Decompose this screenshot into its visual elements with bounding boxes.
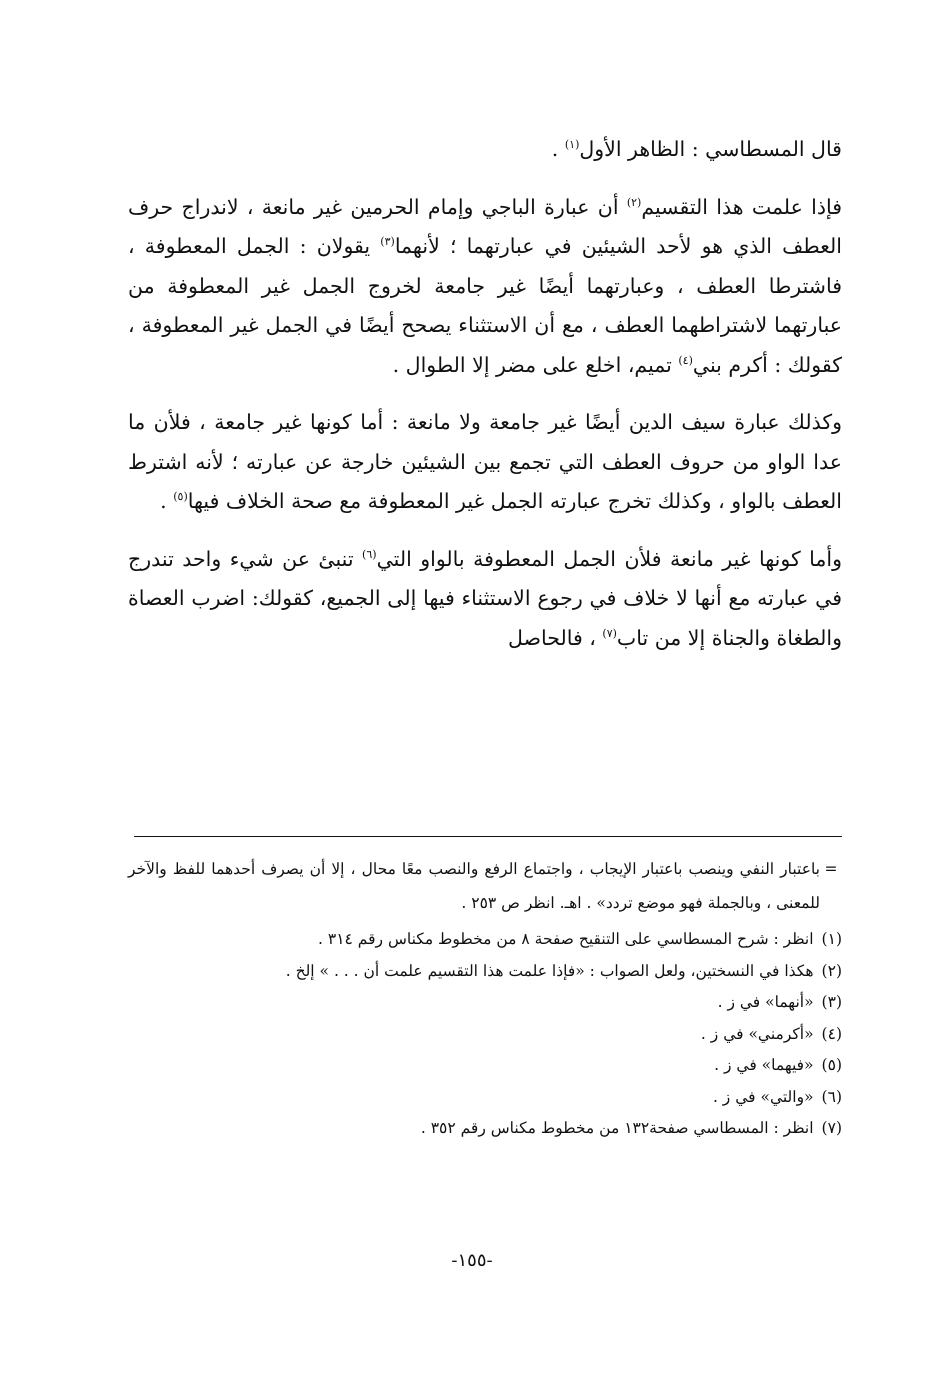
footnote-number: (٥) (821, 1056, 842, 1074)
footnote (128, 956, 842, 988)
paragraph-text: وكذلك عبارة سيف الدين أيضًا غير جامعة ولا مانعة : أما كونها غير جامعة ، فلأن ما عدا الواو من حروف العطف التي تجمع بين الشيئين خارجة عن عبارته ؛ لأنه اشترط العطف بالواو ، وكذلك تخرج عبارته الجمل غير المعطوفة مع صحة الخلاف فيها (128, 410, 842, 513)
main-text (128, 130, 842, 658)
paragraph-text: قال المسطاسي : الظاهر الأول (579, 137, 842, 161)
footnote-text: انظر : المسطاسي صفحة١٣٢ من مخطوط مكناس رقم ٣٥٢ . (420, 1119, 814, 1137)
footnote-ref: (٧) (602, 626, 617, 640)
footnote (128, 987, 842, 1019)
footnote (128, 924, 842, 956)
footnote-text: «والتي» في ز . (712, 1087, 814, 1106)
paragraph-text: . (551, 137, 565, 161)
footnote-ref: (٦) (362, 547, 377, 561)
paragraph-text: ، فالحاصل (508, 625, 603, 650)
paragraph-text: تميم، اخلع على مضر إلا الطوال . (392, 352, 679, 377)
footnote-number: (٤) (821, 1024, 842, 1043)
footnote-text: «فيهما» في ز . (714, 1056, 814, 1074)
footnote-ref: (١) (564, 138, 580, 152)
paragraph-text: وأما كونها غير مانعة فلأن الجمل المعطوفة بالواو التي (376, 546, 842, 571)
footnote (128, 1113, 842, 1145)
footnote-number: (٢) (821, 961, 842, 980)
footnote-number: (٧) (821, 1119, 842, 1137)
footnote-number: (٣) (821, 993, 842, 1011)
page-number: -١٥٥- (451, 1250, 493, 1271)
paragraph-text: . (160, 489, 174, 513)
paragraph (128, 130, 842, 170)
paragraph-text: فإذا علمت هذا التقسيم (641, 194, 842, 219)
footnote-number: (٦) (821, 1087, 842, 1106)
paragraph-text: تنبئ عن شيء واحد تندرج في عبارته مع أنها لا خلاف في رجوع الاستثناء فيها إلى الجميع، كقولك: اضرب العصاة والطغاة والجناة إلا من تاب (128, 546, 842, 650)
footnotes (128, 852, 842, 1145)
footnote-text: انظر : شرح المسطاسي على التنقيح صفحة ٨ من مخطوط مكناس رقم ٣١٤ . (318, 930, 814, 948)
footnote (128, 1082, 842, 1114)
paragraph (128, 403, 842, 522)
footnote-text: هكذا في النسختين، ولعل الصواب : «فإذا علمت هذا التقسيم علمت أن . . . » إلخ . (285, 961, 814, 980)
footnote-ref: (٢) (626, 195, 642, 209)
paragraph (128, 188, 842, 386)
paragraph-text: يقولان : الجمل المعطوفة ، فاشترطا العطف ، وعبارتهما أيضًا غير جامعة لخروج الجمل غير المعطوفة من عبارتهما لاشتراطهما العطف ، مع أن الاستثناء يصحح أيضًا في الجمل غير المعطوفة ، كقولك : أكرم بني (128, 234, 842, 377)
continued-footnote (128, 852, 842, 920)
paragraph (128, 540, 842, 659)
continued-footnote-text: باعتبار النفي وينصب باعتبار الإيجاب ، واجتماع الرفع والنصب معًا محال ، إلا أن يصرف أحدهما للفظ والآخر للمعنى ، وبالجملة فهو موضع تردد» . اهـ. انظر ص ٢٥٣ . (128, 860, 820, 912)
footnote-number: (١) (821, 930, 842, 948)
footnote-text: «أنهما» في ز . (717, 993, 814, 1011)
footnote-ref: (٤) (678, 353, 693, 367)
footnote (128, 1050, 842, 1082)
continuation-mark: = (824, 860, 838, 878)
footnote-divider (134, 836, 842, 837)
footnote-ref: (٥) (173, 490, 188, 504)
footnote-text: «أكرمني» في ز . (700, 1024, 814, 1043)
footnote-ref: (٣) (380, 235, 395, 249)
footnote (128, 1019, 842, 1051)
paragraph-text: أن عبارة الباجي وإمام الحرمين غير مانعة ، لاندراج حرف العطف الذي هو لأحد الشيئين في عبارتهما ؛ لأنهما (128, 194, 842, 258)
